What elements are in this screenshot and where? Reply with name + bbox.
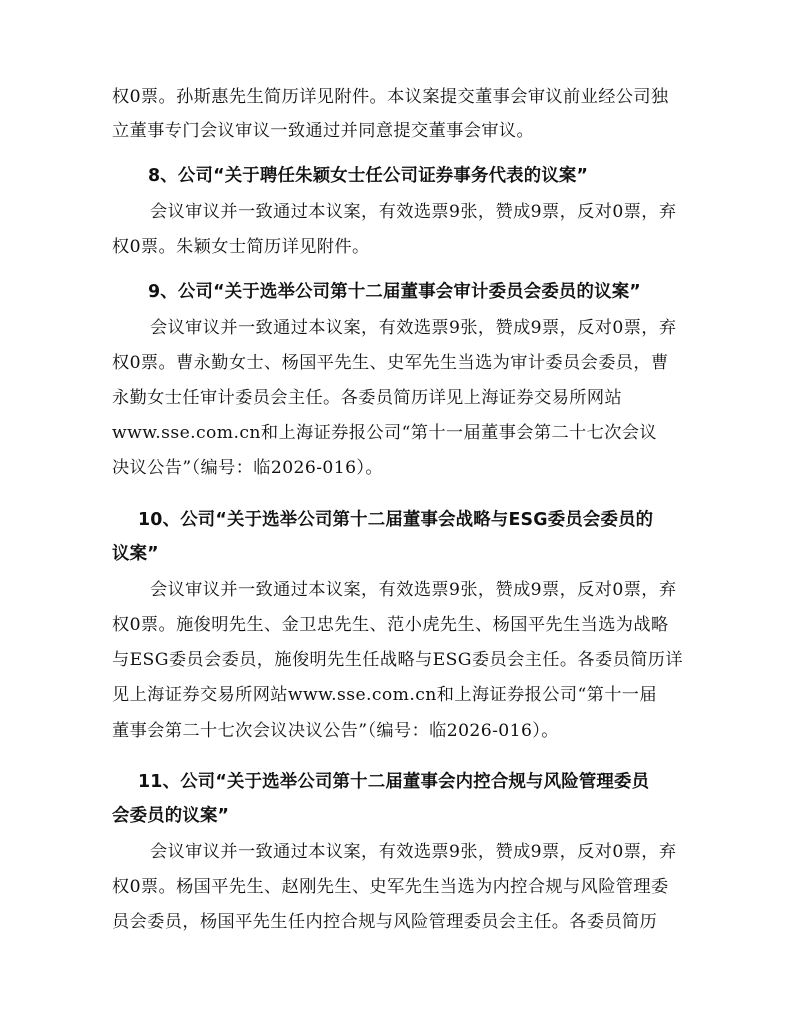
- paragraph-line: 员会委员，杨国平先生任内控合规与风险管理委员会主任。各委员简历: [112, 912, 658, 932]
- paragraph-line: 会议审议并一致通过本议案，有效选票9张，赞成9票，反对0票，弃: [150, 842, 677, 862]
- paragraph-line: 会议审议并一致通过本议案，有效选票9张，赞成9票，反对0票，弃: [150, 318, 677, 338]
- section-heading-9: 9、公司“关于选举公司第十二届董事会审计委员会委员的议案”: [148, 282, 641, 302]
- paragraph-line: 与ESG委员会委员，施俊明先生任战略与ESG委员会主任。各委员简历详: [112, 650, 683, 670]
- paragraph-line: 董事会第二十七次会议决议公告”（编号：临2026-016）。: [112, 721, 559, 741]
- paragraph-line: www.sse.com.cn和上海证券报公司“第十一届董事会第二十七次会议: [112, 423, 657, 443]
- section-heading-11-cont: 会委员的议案”: [112, 806, 230, 826]
- paragraph-line: 权0票。曹永勤女士、杨国平先生、史军先生当选为审计委员会委员，曹: [112, 353, 669, 373]
- paragraph-line: 权0票。杨国平先生、赵刚先生、史军先生当选为内控合规与风险管理委: [112, 877, 669, 897]
- paragraph-line: 权0票。施俊明先生、金卫忠先生、范小虎先生、杨国平先生当选为战略: [112, 615, 669, 635]
- paragraph-line: 会议审议并一致通过本议案，有效选票9张，赞成9票，反对0票，弃: [150, 580, 677, 600]
- paragraph-line: 永勤女士任审计委员会主任。各委员简历详见上海证券交易所网站: [112, 388, 623, 408]
- paragraph-line: 见上海证券交易所网站www.sse.com.cn和上海证券报公司“第十一届: [112, 685, 657, 705]
- section-heading-11: 11、公司“关于选举公司第十二届董事会内控合规与风险管理委员: [138, 772, 650, 792]
- paragraph-line: 权0票。孙斯惠先生简历详见附件。本议案提交董事会审议前业经公司独: [112, 87, 669, 107]
- section-heading-10-cont: 议案”: [112, 544, 159, 564]
- paragraph-line: 权0票。朱颖女士简历详见附件。: [112, 237, 370, 257]
- paragraph-line: 立董事专门会议审议一致通过并同意提交董事会审议。: [112, 121, 535, 141]
- section-heading-10: 10、公司“关于选举公司第十二届董事会战略与ESG委员会委员的: [138, 510, 654, 530]
- section-heading-8: 8、公司“关于聘任朱颖女士任公司证券事务代表的议案”: [148, 166, 589, 186]
- paragraph-line: 会议审议并一致通过本议案，有效选票9张，赞成9票，反对0票，弃: [150, 202, 677, 222]
- paragraph-line: 决议公告”（编号：临2026-016）。: [112, 458, 384, 478]
